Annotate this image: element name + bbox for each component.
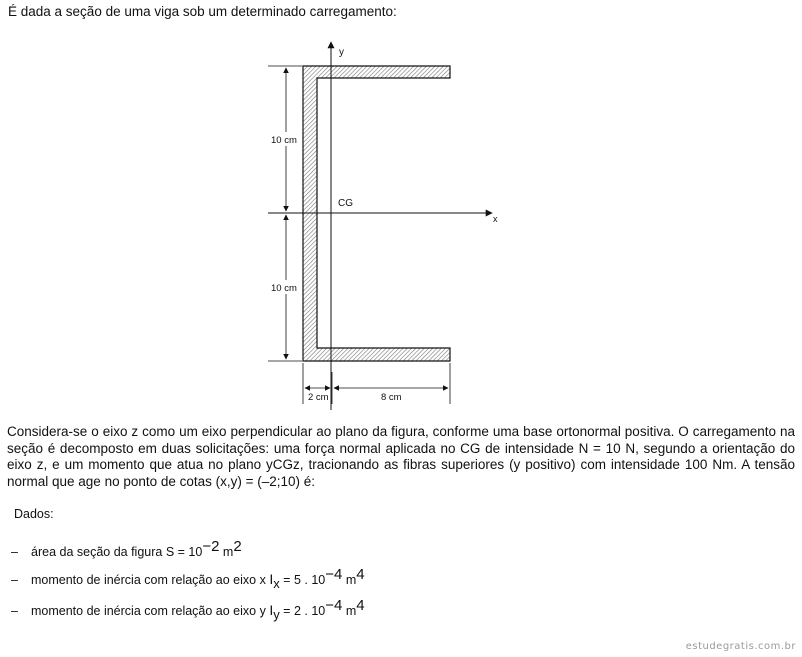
cg-label: CG — [338, 198, 353, 209]
dado-ix-subscript: x — [273, 576, 280, 591]
dado-iy-subscript: y — [273, 607, 280, 622]
dado-ix-exp: −4 — [325, 566, 343, 583]
list-dash: – — [11, 604, 18, 618]
dado-iy-label: momento de inércia com relação ao eixo y — [31, 604, 270, 618]
y-axis-label: y — [339, 47, 344, 58]
dados-title: Dados: — [14, 507, 54, 521]
dado-ix-symbol: I — [269, 571, 274, 587]
dado-iy-unit: m — [342, 604, 357, 618]
dado-ix-unit: m — [342, 573, 357, 587]
dado-iy — [11, 597, 365, 622]
dado-iy-value: = 2 . 10 — [279, 604, 326, 618]
dado-iy-unit-exp: 4 — [356, 597, 365, 614]
dado-ix-value: = 5 . 10 — [279, 573, 326, 587]
dado-ix — [11, 566, 365, 591]
dado-area-unit: m — [219, 545, 234, 559]
dim-label-web: 2 cm — [308, 392, 329, 403]
dado-area-exp: −2 — [202, 538, 220, 555]
list-dash: – — [11, 573, 18, 587]
dado-area — [11, 538, 242, 559]
x-axis-label: x — [493, 214, 498, 224]
dado-iy-symbol: I — [269, 602, 274, 618]
dim-label-bottom: 10 cm — [271, 283, 297, 294]
dado-area-unit-exp: 2 — [233, 538, 242, 555]
watermark: estudegratis.com.br — [685, 641, 796, 652]
dim-label-flange: 8 cm — [381, 392, 402, 403]
dado-ix-label: momento de inércia com relação ao eixo x — [31, 573, 270, 587]
dado-area-label: área da seção da figura S = 10 — [31, 545, 203, 559]
list-dash: – — [11, 545, 18, 559]
intro-text: É dada a seção de uma viga sob um determinado carregamento: — [8, 4, 397, 19]
dado-ix-unit-exp: 4 — [356, 566, 365, 583]
dim-label-top: 10 cm — [271, 135, 297, 146]
problem-paragraph: Considera-se o eixo z como um eixo perpendicular ao plano da figura, conforme uma base ortonormal positiva. O carregamento na seção é decomposto em duas solicitações: uma força normal aplicada no CG de intensidade N = 10 N, segundo a orientação do eixo z, e um momento que atua no plano yCGz, tracionando as fibras superiores (y positivo) com intensidade 100 Nm. A tensão normal que age no ponto de cotas (x,y) = (–2;10) é: — [7, 424, 795, 489]
dado-iy-exp: −4 — [325, 597, 343, 614]
